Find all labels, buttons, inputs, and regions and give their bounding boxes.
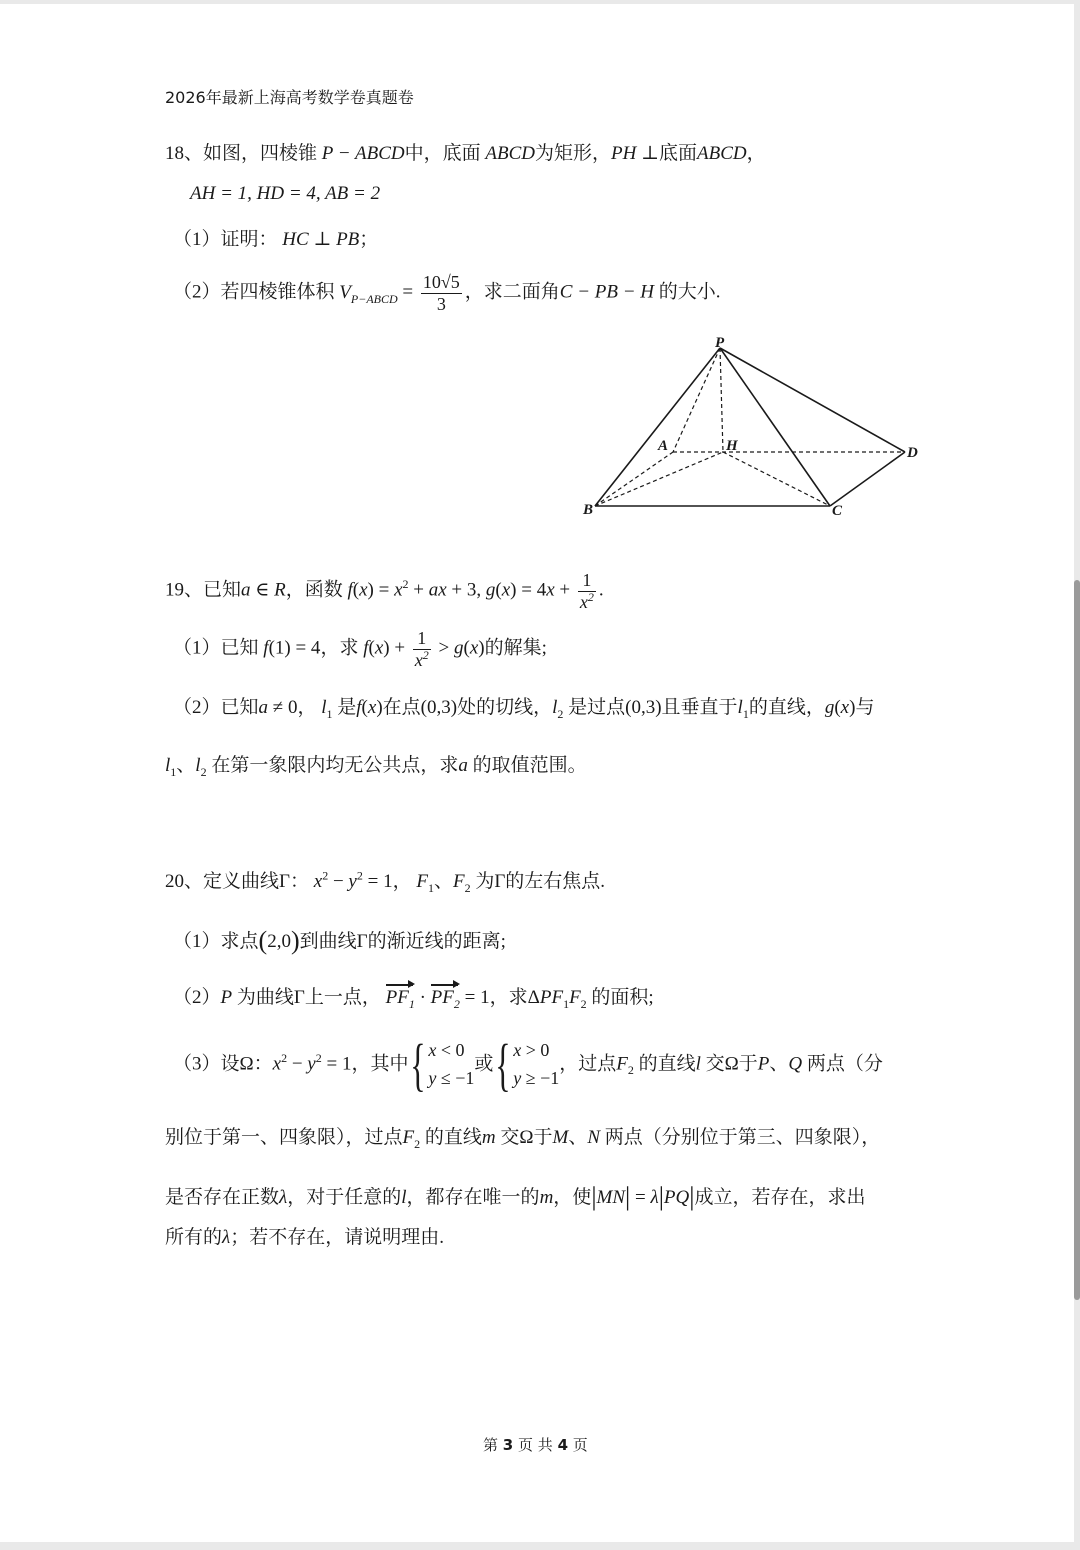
edge-PB — [595, 348, 720, 506]
vector-PF1: $PF_1$ — [385, 987, 415, 1011]
vector-PF2: $PF_2$ — [430, 987, 460, 1011]
edge-AB — [595, 452, 673, 506]
q19-part1: （1）已知 f(1) = 4，求 f(x) + $\frac{1}{x^2}$ > g(x)的解集; — [173, 628, 547, 670]
exam-page — [0, 4, 1074, 1542]
q19-part2-line2: $l_1$、$l_2$ 在第一象限内均无公共点，求a 的取值范围。 — [165, 755, 587, 779]
q20-number: 20、 — [165, 871, 204, 892]
edge-CD — [830, 452, 905, 506]
q18-part1: （1）证明： HC ⊥ PB； — [173, 229, 379, 250]
q18-line1: 18、如图，四棱锥 P − ABCD中，底面 ABCD为矩形，PH ⊥底面ABCD， — [165, 143, 766, 164]
edge-PC — [720, 348, 830, 506]
q19-part2-line1: （2）已知a ≠ 0， $l_1$ 是f(x)在点(0,3)处的切线，$l_2$ 是过点(0,3)且垂直于$l_1$的直线，g(x)与 — [173, 697, 875, 721]
label-D: D — [907, 445, 918, 461]
q20-part3-line2: 别位于第一、四象限），过点$F_2$ 的直线m 交Ω于M、N 两点（分别位于第三、四象限）， — [165, 1127, 881, 1151]
label-B: B — [583, 502, 594, 518]
current-page: 3 — [502, 1436, 514, 1454]
label-C: C — [832, 503, 843, 519]
q18-given: AH = 1, HD = 4, AB = 2 — [190, 183, 381, 204]
q19-number: 19、 — [165, 579, 204, 601]
q18-pyramid: P − ABCD — [321, 143, 405, 164]
label-H: H — [726, 438, 738, 454]
edge-PA — [673, 348, 720, 452]
q19-line1: 19、已知a ∈ R，函数 $f(x) = x^2$ + ax + 3, g(x) = 4x + $\frac{1}{x^2}$ . — [165, 570, 604, 612]
label-A: A — [658, 438, 669, 454]
q20-part3-line4: 所有的λ；若不存在，请说明理由. — [165, 1227, 445, 1248]
edge-BH — [595, 452, 723, 506]
q18-part2: （2）若四棱锥体积 $V_{P-ABCD}$ = $\frac{10√5}{3}$ ，求二面角C − PB − H 的大小. — [173, 272, 721, 314]
edge-HC — [723, 452, 830, 506]
edge-PD — [720, 348, 905, 452]
q20-part3-line3: 是否存在正数λ，对于任意的l，都存在唯一的m，使|MN| = λ|PQ|成立，若存在，求出 — [165, 1182, 866, 1211]
pyramid-figure — [580, 334, 940, 529]
q20-line1: 20、定义曲线Γ： $x^2 - y^2 = 1$， $F_1$、$F_2$ 为Γ的左右焦点. — [165, 868, 606, 895]
page-header: 2026年最新上海高考数学卷真题卷 — [165, 88, 414, 107]
q18-number: 18、 — [165, 143, 204, 164]
volume-fraction: $\frac{10√5}{3}$ — [422, 272, 460, 314]
total-pages: 4 — [557, 1436, 569, 1454]
page-footer: 第 3 页 共 4 页 — [483, 1436, 588, 1454]
label-P: P — [715, 335, 725, 351]
q20-part1: （1）求点(2,0)到曲线Γ的渐近线的距离; — [173, 926, 506, 955]
scrollbar[interactable] — [1074, 580, 1080, 1300]
q20-part3-line1: （3）设Ω：$x^2 - y^2 = 1$，其中{ x < 0 y ≤ −1或{ x > 0 y ≥ −1，过点$F_2$ 的直线l 交Ω于P、Q 两点（分 — [173, 1032, 883, 1097]
q20-part2: （2）P 为曲线Γ上一点， $PF_1 \cdot PF_2 = 1$，求$\Delta PF_1F_2$ 的面积; — [173, 987, 654, 1011]
edge-PH — [720, 348, 723, 452]
